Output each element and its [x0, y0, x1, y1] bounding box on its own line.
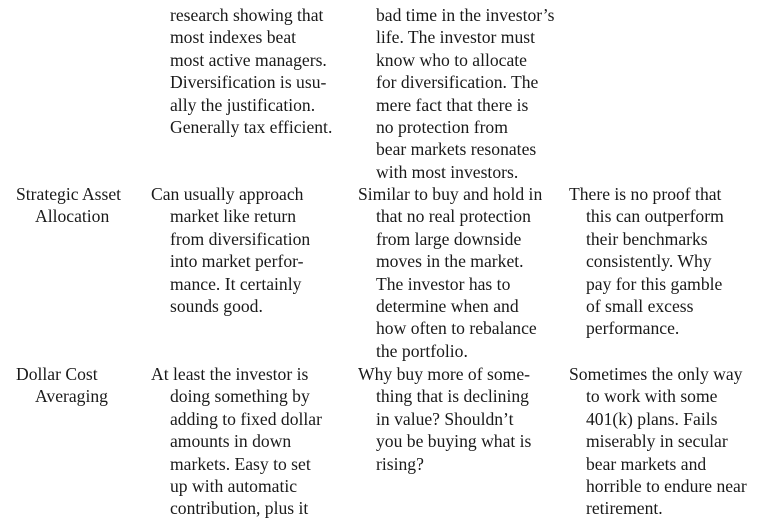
comments-line: There is no proof that — [569, 184, 722, 204]
disadvantages-line: moves in the market. — [376, 251, 524, 272]
strategy-name-line: Dollar Cost — [16, 364, 98, 384]
disadvantages-line: rising? — [376, 453, 424, 474]
advantages-line: mance. It certainly — [170, 273, 302, 294]
disadvantages-line: The investor has to — [376, 273, 511, 294]
comments-line: 401(k) plans. Fails — [586, 408, 718, 429]
advantages-line: into market perfor- — [170, 251, 304, 272]
disadvantages-line: determine when and — [376, 296, 519, 316]
strategy-name-line: Strategic Asset — [16, 184, 122, 204]
disadvantages-line: how often to rebalance — [376, 318, 537, 339]
disadvantages-line: in value? Shouldn’t — [376, 408, 514, 429]
advantages-line: markets. Easy to set — [170, 453, 311, 474]
disadvantages-line: from large downside — [376, 228, 522, 249]
comments-line: to work with some — [586, 386, 718, 407]
comments-line: this can outperform — [586, 206, 724, 227]
advantages-line: up with automatic — [170, 476, 298, 496]
continuation-advantages-line: ally the justification. — [170, 94, 316, 115]
advantages-line: Can usually approach — [151, 184, 304, 204]
comments-line: consistently. Why — [586, 251, 712, 272]
advantages-line: market like return — [170, 206, 297, 227]
strategy-name-line: Averaging — [35, 386, 108, 407]
advantages-line: amounts in down — [170, 431, 292, 452]
advantages-line: adding to fixed dollar — [170, 408, 322, 429]
continuation-advantages-line: Generally tax efficient. — [170, 117, 333, 137]
advantages-line: doing something by — [170, 386, 310, 407]
comments-line: of small excess — [586, 296, 694, 316]
continuation-disadvantages-line: bear markets resonates — [376, 139, 537, 160]
disadvantages-line: Why buy more of some- — [358, 364, 530, 384]
continuation-disadvantages-line: know who to allocate — [376, 49, 527, 70]
advantages-line: contribution, plus it — [170, 498, 309, 519]
strategy-name-line: Allocation — [35, 206, 110, 227]
advantages-line: from diversification — [170, 228, 311, 249]
continuation-disadvantages-line: no protection from — [376, 117, 508, 137]
comments-line: pay for this gamble — [586, 273, 723, 294]
comments-line: their benchmarks — [586, 228, 708, 249]
comments-line: bear markets and — [586, 453, 707, 474]
continuation-disadvantages-line: life. The investor must — [376, 27, 535, 48]
continuation-advantages-line: Diversification is usu- — [170, 72, 327, 93]
disadvantages-line: that no real protection — [376, 206, 531, 227]
continuation-disadvantages-line: with most investors. — [376, 161, 519, 182]
disadvantages-line: you be buying what is — [376, 431, 532, 452]
comments-line: miserably in secular — [586, 431, 728, 452]
continuation-disadvantages-line: bad time in the investor’s — [376, 5, 555, 25]
comments-line: retirement. — [586, 498, 663, 519]
disadvantages-line: Similar to buy and hold in — [358, 184, 543, 204]
advantages-line: At least the investor is — [151, 364, 309, 384]
comments-line: performance. — [586, 318, 680, 339]
continuation-advantages-line: research showing that — [170, 5, 324, 25]
continuation-disadvantages-line: mere fact that there is — [376, 94, 529, 115]
comments-line: Sometimes the only way — [569, 364, 743, 384]
disadvantages-line: thing that is declining — [376, 386, 529, 407]
advantages-line: sounds good. — [170, 296, 263, 316]
comments-line: horrible to endure near — [586, 476, 747, 496]
continuation-advantages-line: most indexes beat — [170, 27, 297, 48]
continuation-advantages-line: most active managers. — [170, 49, 327, 70]
disadvantages-line: the portfolio. — [376, 340, 468, 361]
continuation-disadvantages-line: for diversification. The — [376, 72, 539, 93]
